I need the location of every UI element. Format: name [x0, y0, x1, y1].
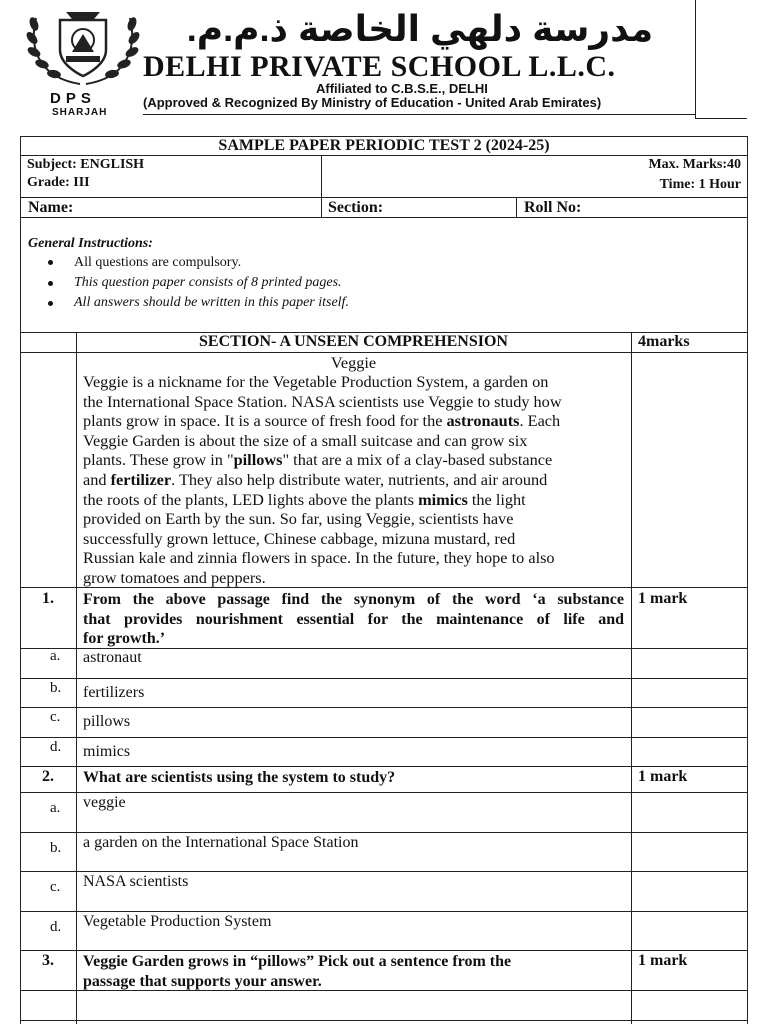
question-text: Veggie Garden grows in “pillows” Pick out a sentence from the: [83, 953, 512, 970]
border: [20, 911, 747, 912]
section-title: SECTION- A UNSEEN COMPREHENSION: [199, 333, 508, 350]
instruction-item: This question paper consists of 8 printed pages.: [74, 275, 342, 290]
border: [747, 136, 748, 333]
option-letter: b.: [50, 680, 62, 696]
header-underline: [143, 114, 695, 115]
passage-line: [83, 431, 631, 451]
answer-option: pillows: [83, 713, 131, 730]
school-name: DELHI PRIVATE SCHOOL L.L.C.: [143, 50, 616, 83]
question-text: From the above passage find the synonym of the word ‘a substance: [83, 591, 624, 608]
answer-option: veggie: [83, 794, 126, 811]
keyword: astronauts: [446, 411, 520, 431]
question-text: What are scientists using the system to study?: [83, 769, 396, 786]
passage-text: . Each: [519, 411, 561, 431]
header-right-corner: [695, 118, 747, 119]
answer-option: astronaut: [83, 649, 142, 666]
passage-text: provided on Earth by the sun. So far, using Veggie, scientists have: [83, 509, 514, 529]
border: [20, 155, 747, 156]
question-text: that provides nourishment essential for the maintenance of life and: [83, 610, 624, 628]
border: [20, 678, 747, 679]
passage-text: plants. These grow in ": [83, 450, 234, 470]
passage-text: " that are a mix of a clay-based substance: [282, 450, 553, 470]
border: [747, 332, 748, 1024]
header-right-border: [695, 0, 696, 118]
answer-option: a garden on the International Space Station: [83, 834, 359, 851]
keyword: mimics: [418, 489, 468, 509]
border: [20, 587, 747, 588]
option-letter: c.: [50, 709, 61, 725]
section-field[interactable]: Section:: [328, 199, 384, 216]
passage-line: [83, 548, 631, 568]
instruction-item: All questions are compulsory.: [74, 255, 242, 270]
keyword: fertilizer: [110, 469, 172, 489]
border: [20, 832, 747, 833]
question-marks: 1 mark: [638, 952, 688, 969]
school-name-arabic: مدرسة دلهي الخاصة ذ.م.م.: [186, 8, 654, 49]
border: [20, 197, 747, 198]
passage-line: [83, 450, 631, 470]
passage-text: the light: [467, 489, 526, 509]
question-text: for growth.’: [83, 630, 166, 648]
passage-text: Veggie Garden is about the size of a small suitcase and can grow six: [83, 430, 528, 450]
bullet-icon: [48, 260, 53, 265]
passage-line: [83, 529, 631, 549]
passage-text: Veggie is a nickname for the Vegetable Production System, a garden on: [83, 372, 549, 391]
section-marks: 4marks: [638, 333, 690, 350]
border: [20, 737, 747, 738]
border: [321, 155, 322, 217]
option-letter: a.: [50, 648, 61, 664]
test-title: SAMPLE PAPER PERIODIC TEST 2 (2024-25): [218, 137, 550, 154]
border: [516, 197, 517, 217]
logo-location: SHARJAH: [52, 107, 108, 118]
recognition: (Approved & Recognized By Ministry of Education - United Arab Emirates): [143, 95, 602, 110]
option-letter: d.: [50, 739, 62, 755]
passage-text: plants grow in space. It is a source of fresh food for the: [83, 411, 447, 431]
question-marks: 1 mark: [638, 768, 688, 785]
passage-line: [83, 372, 631, 392]
bullet-icon: [48, 301, 53, 306]
border: [20, 1020, 747, 1021]
border: [20, 136, 21, 333]
answer-option: mimics: [83, 743, 131, 760]
max-marks: Max. Marks:40: [648, 157, 741, 172]
passage-text: Russian kale and zinnia flowers in space. In the future, they hope to also: [83, 548, 555, 568]
logo-abbreviation: DPS: [50, 90, 96, 107]
answer-option: Vegetable Production System: [83, 913, 272, 930]
grade: Grade: III: [27, 175, 90, 190]
passage-text: . They also help distribute water, nutrients, and air around: [171, 469, 548, 489]
instructions-heading: General Instructions:: [28, 236, 153, 251]
passage-line: [83, 490, 631, 510]
border: [20, 990, 747, 991]
name-field[interactable]: Name:: [28, 199, 74, 216]
subject: Subject: ENGLISH: [27, 157, 145, 172]
keyword: pillows: [233, 450, 283, 470]
border: [20, 707, 747, 708]
question-number: 1.: [42, 590, 54, 607]
passage-line: [83, 509, 631, 529]
passage-text: the roots of the plants, LED lights above the plants: [83, 489, 419, 509]
passage-text: the International Space Station. NASA scientists use Veggie to study how: [83, 391, 562, 411]
border: [20, 792, 747, 793]
option-letter: c.: [50, 879, 61, 895]
passage-line: [83, 470, 631, 490]
passage-title: Veggie: [330, 353, 377, 372]
passage-text: and: [83, 469, 111, 489]
passage-line: [83, 411, 631, 431]
passage-text: grow tomatoes and peppers.: [83, 567, 266, 587]
border: [20, 217, 747, 218]
border: [20, 766, 747, 767]
passage: [83, 372, 631, 588]
border: [20, 871, 747, 872]
passage-line: [83, 392, 631, 412]
bullet-icon: [48, 281, 53, 286]
affiliation: Affiliated to C.B.S.E., DELHI: [316, 81, 488, 96]
school-logo: [22, 4, 144, 92]
option-letter: b.: [50, 840, 62, 856]
question-text: passage that supports your answer.: [83, 972, 322, 990]
time-allowed: Time: 1 Hour: [659, 177, 741, 192]
border: [20, 950, 747, 951]
option-letter: a.: [50, 800, 61, 816]
passage-text: successfully grown lettuce, Chinese cabbage, mizuna mustard, red: [83, 528, 516, 548]
question-marks: 1 mark: [638, 590, 688, 607]
question-number: 3.: [42, 952, 54, 969]
question-number: 2.: [42, 768, 54, 785]
answer-option: NASA scientists: [83, 873, 189, 890]
roll-no-field[interactable]: Roll No:: [524, 199, 582, 216]
answer-option: fertilizers: [83, 684, 145, 701]
option-letter: d.: [50, 919, 62, 935]
passage-line: [83, 568, 631, 588]
instruction-item: All answers should be written in this paper itself.: [74, 295, 349, 310]
